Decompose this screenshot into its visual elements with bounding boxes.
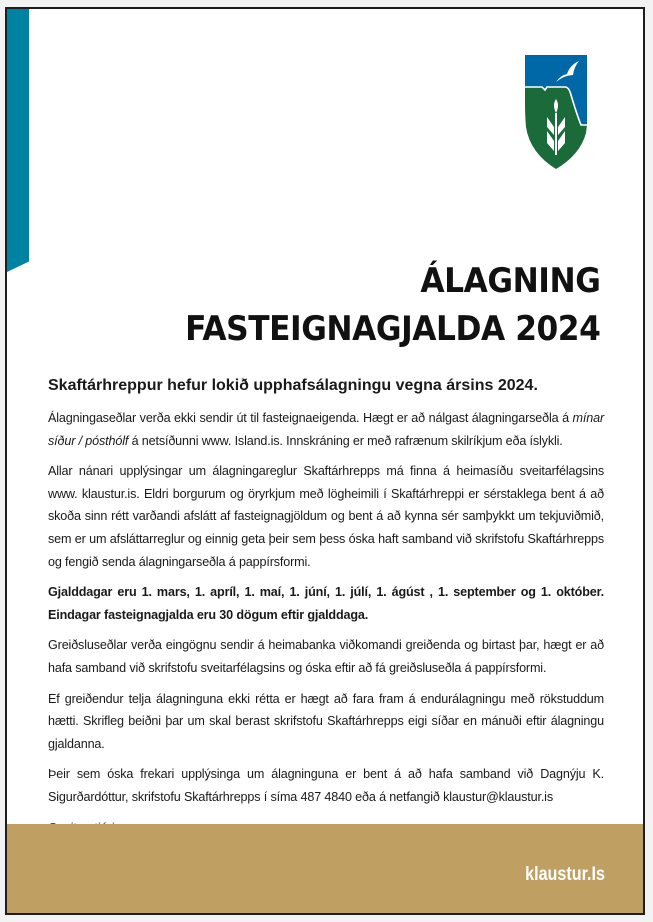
coat-of-arms-shield-icon <box>525 55 587 169</box>
title-line-1: ÁLAGNING <box>419 261 600 301</box>
lead-heading: Skaftárhreppur hefur lokið upphafsálagningu vegna ársins 2024. <box>48 377 538 394</box>
paragraph-due-dates: Gjalddagar eru 1. mars, 1. apríl, 1. maí, 1. júní, 1. júlí, 1. ágúst , 1. september og 1. október. Eindagar fasteignagjalda eru 30 dögum eftir gjalddaga. <box>48 585 604 622</box>
notice-page <box>5 7 645 915</box>
paragraph-text: á netsíðunni www. Island.is. Innskráning er með rafrænum skilríkjum eða íslykli. <box>128 433 563 448</box>
paragraph-text: Álagningaseðlar verða ekki sendir út til fasteignaeigenda. Hægt er að nálgast álagningarseðla á <box>48 411 573 425</box>
notice-body <box>48 377 604 839</box>
paragraph-discount-info: Allar nánari upplýsingar um álagningareglur Skaftárhrepps má finna á heimasíðu sveitarfélagsins www. klaustur.is. Eldri borgurum og öryrkjum með lögheimili í Skaftárhreppi er sérstaklega bent á að skoða sinn rétt varðandi afslátt af fasteignagjöldum og bent á að kynna sér samþykkt um tekjuviðmið, sem er um afsláttarreglur og einnig geta þeir sem þess óska haft samband við skrifstofu Skaftárhrepps og fengið senda álagningarseðla á pappírsformi. <box>48 464 604 569</box>
website-link[interactable]: klaustur.Is <box>525 864 605 885</box>
paragraph-payment-slips: Greiðsluseðlar verða eingögnu sendir á heimabanka viðkomandi greiðenda og birtast þar, hægt er að hafa samband við skrifstofu sveitarfélagsins og óska eftir að fá greiðsluseðla á pappírsformi. <box>48 638 604 675</box>
accent-bar <box>7 9 29 272</box>
footer-band <box>7 824 643 913</box>
paragraph-reassessment: Ef greiðendur telja álagninguna ekki rétta er hægt að fara fram á endurálagningu með rökstuddum hætti. Skrifleg beiðni þar um skal berast skrifstofu Skaftárhrepps eigi síðar en mánuði eftir álagningu gjaldanna. <box>48 691 604 751</box>
paragraph-contact: Þeir sem óska frekari upplýsinga um álagninguna er bent á að hafa samband við Dagnýju K. Sigurðardóttur, skrifstofu Skaftárhrepps í síma 487 4840 eða á netfangið klaustur@klaustur.is <box>48 767 604 804</box>
page-title <box>185 257 600 353</box>
title-line-2: FASTEIGNAGJALDA 2024 <box>184 309 600 349</box>
my-pages-mailbox-text: mínar síður / pósthólf <box>48 411 604 448</box>
paragraph-login-info <box>48 407 604 452</box>
